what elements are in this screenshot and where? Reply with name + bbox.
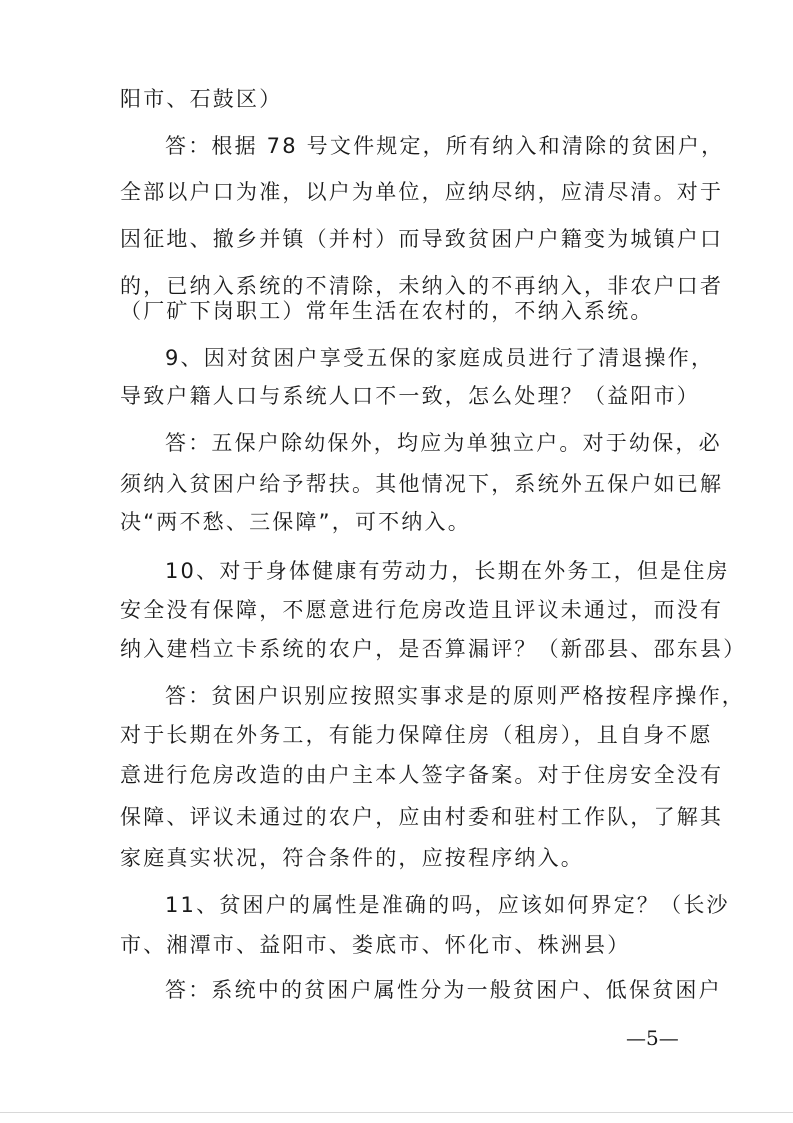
text-line: 11、贫困户的属性是准确的吗，应该如何界定？（长沙 (165, 893, 730, 917)
text-line: 全部以户口为准，以户为单位，应纳尽纳，应清尽清。对于 (120, 180, 724, 204)
text-line: 对于长期在外务工，有能力保障住房（租房），且自身不愿 (120, 723, 713, 747)
page-bottom-edge (0, 1112, 793, 1113)
text-line: 9、因对贫困户享受五保的家庭成员进行了清退操作， (165, 346, 715, 370)
text-line: 市、湘潭市、益阳市、娄底市、怀化市、株洲县） (120, 933, 631, 957)
text-line: 的，已纳入系统的不清除，未纳入的不再纳入，非农户口者 (120, 274, 724, 298)
text-line: 意进行危房改造的由户主本人签字备案。对于住房安全没有 (120, 763, 724, 787)
text-line: 答：贫困户识别应按照实事求是的原则严格按程序操作， (165, 684, 745, 708)
text-line: 导致户籍人口与系统人口不一致，怎么处理？（益阳市） (120, 384, 700, 408)
text-line: 安全没有保障，不愿意进行危房改造且评议未通过，而没有 (120, 598, 724, 622)
text-line: 纳入建档立卡系统的农户，是否算漏评？（新邵县、邵东县） (120, 637, 747, 661)
text-line: 家庭真实状况，符合条件的，应按程序纳入。 (120, 846, 584, 870)
text-line: 因征地、撤乡并镇（并村）而导致贫困户户籍变为城镇户口 (120, 227, 724, 251)
text-line: 须纳入贫困户给予帮扶。其他情况下，系统外五保户如已解 (120, 472, 724, 496)
text-line: 10、对于身体健康有劳动力，长期在外务工，但是住房 (165, 559, 730, 583)
text-line: 答：系统中的贫困户属性分为一般贫困户、低保贫困户 (165, 978, 722, 1002)
text-line: 答：五保户除幼保外，均应为单独立户。对于幼保，必 (165, 431, 722, 455)
text-line: 决“两不愁、三保障”，可不纳入。 (120, 510, 471, 534)
text-line: 保障、评议未通过的农户，应由村委和驻村工作队，了解其 (120, 805, 724, 829)
text-line: 答：根据 78 号文件规定，所有纳入和清除的贫困户， (165, 134, 725, 158)
text-line: 阳市、石鼓区） (120, 87, 283, 111)
text-line: （厂矿下岗职工）常年生活在农村的，不纳入系统。 (120, 299, 654, 323)
page-number: —5— (626, 1026, 679, 1050)
